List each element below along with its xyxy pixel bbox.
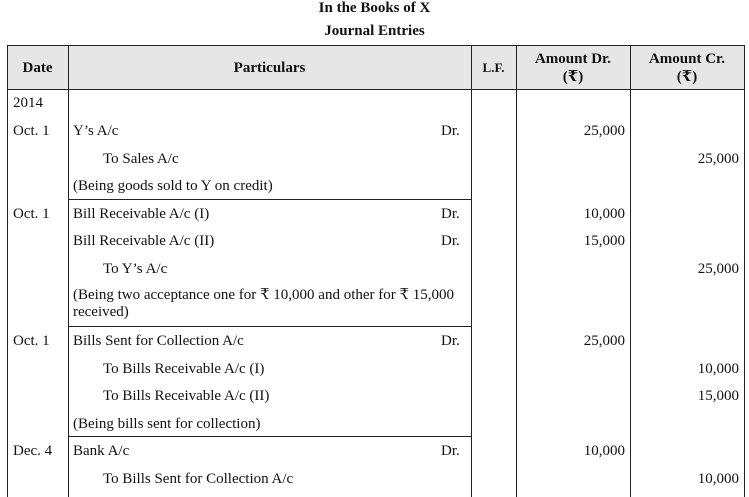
- credit-account: To Bills Receivable A/c (I): [103, 361, 265, 377]
- header-particulars: Particulars: [233, 60, 306, 76]
- credit-amount: 15,000: [697, 388, 739, 404]
- credit-amount: 25,000: [697, 261, 739, 277]
- year-label: 2014: [13, 95, 43, 111]
- narration: (Being goods sold to Y on credit): [73, 178, 273, 194]
- entry-date: Oct. 1: [13, 206, 50, 222]
- header-lf: L.F.: [482, 60, 505, 75]
- dr-column-divider: [630, 45, 631, 497]
- debit-account: Bank A/c: [73, 443, 130, 459]
- debit-account: Bill Receivable A/c (II): [73, 233, 215, 249]
- date-column-divider: [68, 45, 69, 497]
- credit-account: To Y’s A/c: [103, 261, 168, 277]
- dr-marker: Dr.: [441, 123, 460, 139]
- header-amount-cr: [630, 50, 744, 86]
- header-amount-dr-unit: (₹): [562, 69, 584, 85]
- debit-amount: 10,000: [583, 443, 625, 459]
- debit-amount: 15,000: [583, 233, 625, 249]
- credit-amount: 25,000: [697, 151, 739, 167]
- entry-separator: [68, 436, 471, 437]
- dr-marker: Dr.: [441, 443, 460, 459]
- debit-amount: 25,000: [583, 333, 625, 349]
- credit-account: To Bills Sent for Collection A/c: [103, 471, 294, 487]
- dr-marker: Dr.: [441, 233, 460, 249]
- lf-column-divider: [516, 45, 517, 497]
- table-top-border: [7, 45, 745, 46]
- journal-title: Journal Entries: [324, 23, 425, 39]
- narration: (Being two acceptance one for ₹ 10,000 and other for ₹ 15,000 received): [73, 287, 455, 320]
- header-amount-dr: [516, 50, 630, 86]
- debit-amount: 10,000: [583, 206, 625, 222]
- header-amount-dr-label: Amount Dr.: [534, 51, 612, 67]
- credit-amount: 10,000: [697, 471, 739, 487]
- debit-account: Y’s A/c: [73, 123, 119, 139]
- header-amount-cr-label: Amount Cr.: [648, 51, 726, 67]
- table-header-bottom-border: [7, 89, 745, 90]
- credit-account: To Sales A/c: [103, 151, 179, 167]
- dr-marker: Dr.: [441, 333, 460, 349]
- table-right-border: [744, 45, 745, 497]
- book-title: In the Books of X: [318, 0, 431, 16]
- entry-separator: [68, 199, 471, 200]
- debit-account: Bills Sent for Collection A/c: [73, 333, 244, 349]
- entry-date: Oct. 1: [13, 123, 50, 139]
- header-date: Date: [22, 60, 53, 76]
- debit-account: Bill Receivable A/c (I): [73, 206, 210, 222]
- table-left-border: [7, 45, 8, 497]
- narration: (Being bills sent for collection): [73, 416, 261, 432]
- credit-amount: 10,000: [697, 361, 739, 377]
- credit-account: To Bills Receivable A/c (II): [103, 388, 270, 404]
- dr-marker: Dr.: [441, 206, 460, 222]
- header-amount-cr-unit: (₹): [676, 69, 698, 85]
- entry-date: Oct. 1: [13, 333, 50, 349]
- entry-date: Dec. 4: [13, 443, 53, 459]
- debit-amount: 25,000: [583, 123, 625, 139]
- particulars-column-divider: [471, 45, 472, 497]
- entry-separator: [68, 326, 471, 327]
